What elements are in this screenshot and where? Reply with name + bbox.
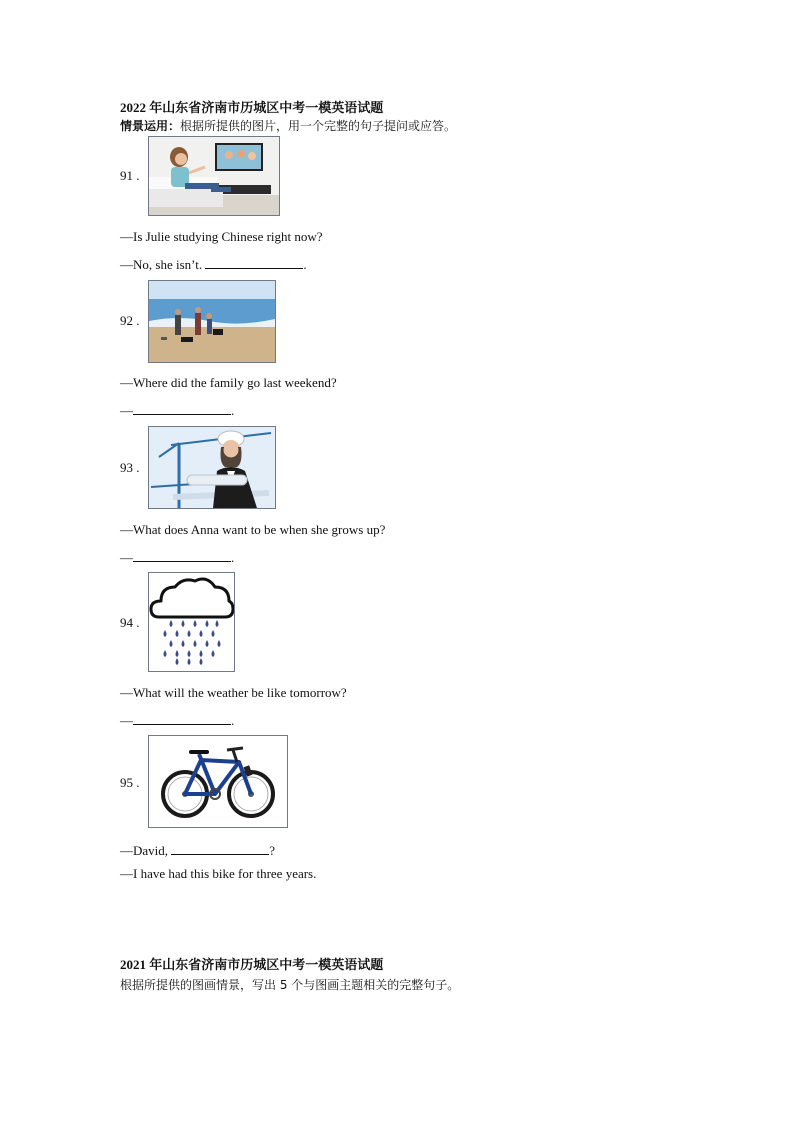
question-94-answer-prefix: — (120, 713, 133, 728)
question-number-93: 93 . (120, 460, 140, 475)
image-family-beach (148, 280, 276, 363)
raindrop (200, 658, 203, 665)
raindrop (176, 658, 179, 665)
question-number-94: 94 . (120, 615, 140, 630)
question-95-line1 (120, 842, 275, 859)
answer-blank-93[interactable] (133, 549, 231, 562)
instruction-label: 情景运用： (120, 119, 181, 133)
raindrop (200, 630, 203, 637)
question-93-answer-prefix: — (120, 550, 133, 565)
answer-blank-94[interactable] (133, 712, 231, 725)
question-91-line1: —Is Julie studying Chinese right now? (120, 229, 323, 244)
question-91-line2 (120, 256, 307, 273)
question-95-suffix: ? (269, 843, 276, 858)
question-92-answer-suffix: . (231, 403, 235, 418)
raindrop (164, 650, 167, 657)
image-rain-cloud (148, 572, 235, 672)
raindrop (182, 640, 185, 647)
raindrop (206, 620, 209, 627)
image-engineer-woman (148, 426, 276, 509)
question-95-line2: —I have had this bike for three years. (120, 866, 317, 881)
raindrop (206, 640, 209, 647)
raindrop (188, 630, 191, 637)
question-93-answer-suffix: . (231, 550, 235, 565)
raindrop (182, 620, 185, 627)
image-bicycle (148, 735, 288, 828)
question-94-line1: —What will the weather be like tomorrow? (120, 685, 347, 700)
question-95-prefix: —David, (120, 843, 172, 858)
raindrop (218, 640, 221, 647)
bicycle-icon (149, 736, 287, 827)
raindrop (176, 630, 179, 637)
question-93-line2 (120, 549, 234, 566)
raindrop (170, 620, 173, 627)
instruction-text: 根据所提供的图片，用一个完整的句子提问或应答。 (180, 119, 457, 133)
raindrop (164, 630, 167, 637)
question-92-line1: —Where did the family go last weekend? (120, 375, 337, 390)
answer-blank-95[interactable] (171, 842, 269, 855)
raindrop (200, 650, 203, 657)
section-title-2021: 2021 年山东省济南市历城区中考一模英语试题 (120, 957, 384, 972)
question-number-91: 91 . (120, 168, 140, 183)
question-number-92: 92 . (120, 313, 140, 328)
raindrop (170, 640, 173, 647)
question-91-answer-suffix: . (303, 257, 307, 272)
raindrop (188, 650, 191, 657)
raindrop (212, 650, 215, 657)
raindrop (216, 620, 219, 627)
section-title-2022: 2022 年山东省济南市历城区中考一模英语试题 (120, 100, 384, 115)
question-92-answer-prefix: — (120, 403, 133, 418)
answer-blank-92[interactable] (133, 402, 231, 415)
raindrops-icon (149, 573, 234, 671)
raindrop (212, 630, 215, 637)
question-92-line2 (120, 402, 234, 419)
question-number-95: 95 . (120, 775, 140, 790)
image-girl-watching-tv (148, 136, 280, 216)
question-91-answer-prefix: —No, she isn’t. (120, 257, 206, 272)
answer-blank-91[interactable] (205, 256, 303, 269)
raindrop (194, 620, 197, 627)
section2-instruction: 根据所提供的图画情景，写出 5 个与图画主题相关的完整句子。 (120, 978, 460, 992)
raindrop (194, 640, 197, 647)
raindrop (176, 650, 179, 657)
raindrop (188, 658, 191, 665)
question-93-line1: —What does Anna want to be when she grows up? (120, 522, 386, 537)
instruction-line (120, 117, 456, 134)
question-94-line2 (120, 712, 234, 729)
question-94-answer-suffix: . (231, 713, 235, 728)
